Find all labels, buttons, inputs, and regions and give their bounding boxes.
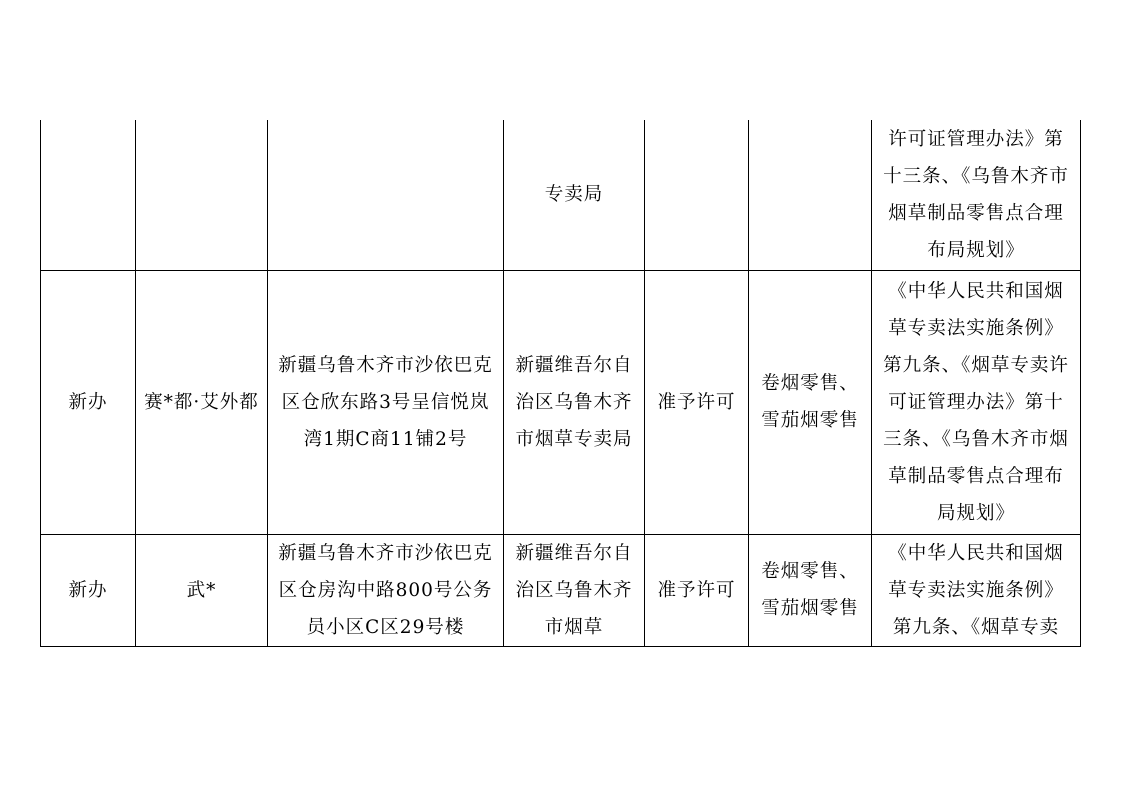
type-cell bbox=[41, 120, 136, 270]
scope-cell bbox=[749, 120, 872, 270]
address-cell bbox=[268, 120, 504, 270]
scope-cell: 卷烟零售、雪茄烟零售 bbox=[749, 534, 872, 646]
authority-cell: 新疆维吾尔自治区乌鲁木齐市烟草 bbox=[504, 534, 645, 646]
table-row bbox=[41, 270, 1081, 534]
license-table bbox=[40, 120, 1081, 647]
authority-cell: 新疆维吾尔自治区乌鲁木齐市烟草专卖局 bbox=[504, 270, 645, 534]
table-row bbox=[41, 534, 1081, 646]
basis-cell: 许可证管理办法》第十三条、《乌鲁木齐市烟草制品零售点合理布局规划》 bbox=[872, 120, 1081, 270]
table-row bbox=[41, 120, 1081, 270]
decision-cell bbox=[645, 120, 749, 270]
decision-cell: 准予许可 bbox=[645, 270, 749, 534]
type-cell: 新办 bbox=[41, 534, 136, 646]
address-cell: 新疆乌鲁木齐市沙依巴克区仓房沟中路800号公务员小区C区29号楼 bbox=[268, 534, 504, 646]
name-cell: 赛*都·艾外都 bbox=[136, 270, 268, 534]
scope-cell: 卷烟零售、雪茄烟零售 bbox=[749, 270, 872, 534]
name-cell bbox=[136, 120, 268, 270]
authority-cell: 专卖局 bbox=[504, 120, 645, 270]
address-cell: 新疆乌鲁木齐市沙依巴克区仓欣东路3号呈信悦岚湾1期C商11铺2号 bbox=[268, 270, 504, 534]
decision-cell: 准予许可 bbox=[645, 534, 749, 646]
type-cell: 新办 bbox=[41, 270, 136, 534]
name-cell: 武* bbox=[136, 534, 268, 646]
basis-cell: 《中华人民共和国烟草专卖法实施条例》第九条、《烟草专卖 bbox=[872, 534, 1081, 646]
basis-cell: 《中华人民共和国烟草专卖法实施条例》第九条、《烟草专卖许可证管理办法》第十三条、《乌鲁木齐市烟草制品零售点合理布局规划》 bbox=[872, 270, 1081, 534]
